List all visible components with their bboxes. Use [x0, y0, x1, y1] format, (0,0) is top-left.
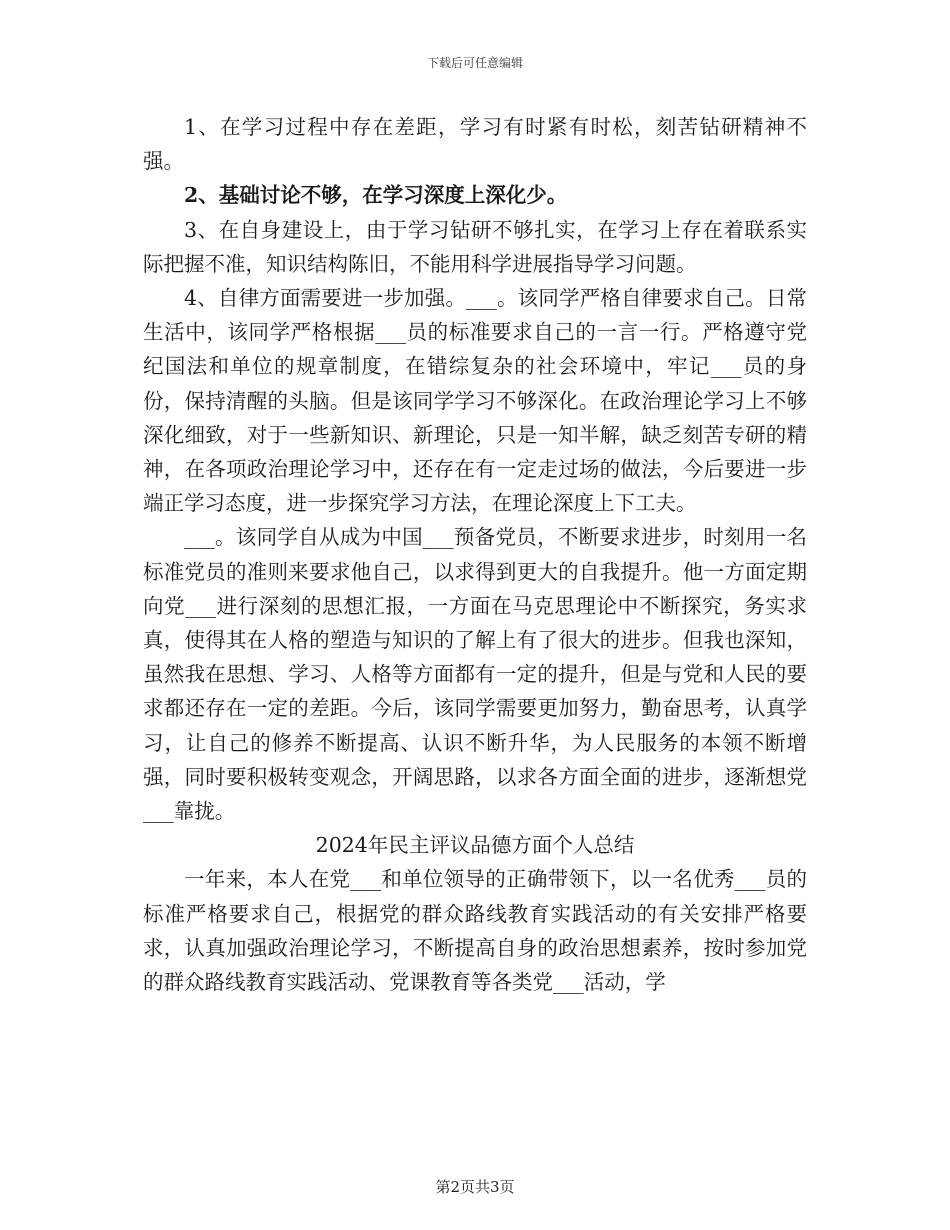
document-body [143, 110, 807, 999]
section-paragraph-1: 一年来，本人在党___和单位领导的正确带领下，以一名优秀___员的标准严格要求自己，根据党的群众路线教育实践活动的有关安排严格要求，认真加强政治理论学习，不断提高自身的政治思想素养，按时参加党的群众路线教育实践活动、党课教育等各类党___活动，学 [143, 867, 807, 995]
paragraph-3: 3、在自身建设上，由于学习钻研不够扎实，在学习上存在着联系实际把握不准，知识结构陈旧，不能用科学进展指导学习问题。 [143, 217, 807, 276]
page-header-note: 下载后可任意编辑 [426, 56, 523, 70]
page-number: 第2页共3页 [435, 1178, 515, 1196]
paragraph-5: ___。该同学自从成为中国___预备党员，不断要求进步，时刻用一名标准党员的准则来要求他自己，以求得到更大的自我提升。他一方面定期向党___进行深刻的思想汇报，一方面在马克思理论中不断探究，务实求真，使得其在人格的塑造与知识的了解上有了很大的进步。但我也深知，虽然我在思想、学习、人格等方面都有一定的提升，但是与党和人民的要求都还存在一定的差距。今后，该同学需要更加努力，勤奋思考，认真学习，让自己的修养不断提高、认识不断升华，为人民服务的本领不断增强，同时要积极转变观念，开阔思路，以求各方面全面的进步，逐渐想党___靠拢。 [143, 525, 807, 824]
paragraph-2: 2、基础讨论不够，在学习深度上深化少。 [184, 183, 568, 208]
section-title: 2024年民主评议品德方面个人总结 [315, 833, 635, 858]
paragraph-1: 1、在学习过程中存在差距，学习有时紧有时松，刻苦钻研精神不强。 [143, 115, 807, 174]
paragraph-4: 4、自律方面需要进一步加强。___。该同学严格自律要求自己。日常生活中，该同学严格根据___员的标准要求自己的一言一行。严格遵守党纪国法和单位的规章制度，在错综复杂的社会环境中，牢记___员的身份，保持清醒的头脑。但是该同学学习不够深化。在政治理论学习上不够深化细致，对于一些新知识、新理论，只是一知半解，缺乏刻苦专研的精神，在各项政治理论学习中，还存在有一定走过场的做法，今后要进一步端正学习态度，进一步探究学习方法，在理论深度上下工夫。 [143, 286, 807, 516]
